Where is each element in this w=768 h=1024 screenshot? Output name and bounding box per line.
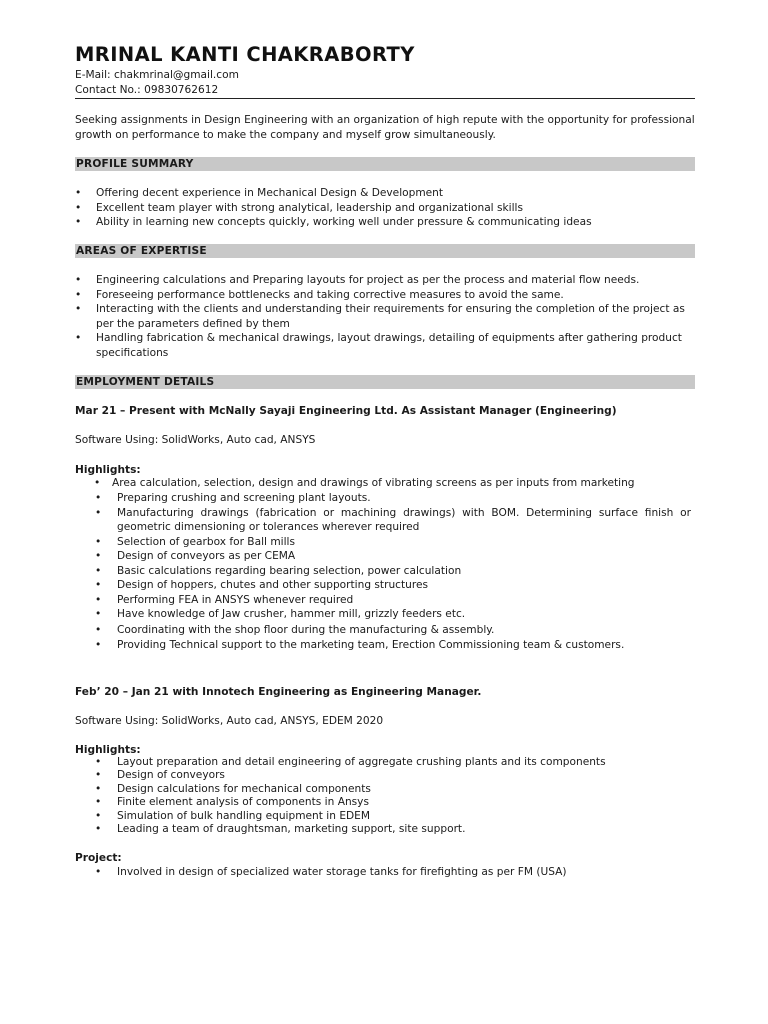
contact-block [75,68,239,97]
objective-text: Seeking assignments in Design Engineering with an organization of high repute with the opportunity for professional growth on performance to make the company and myself grow simultaneously. [75,114,695,141]
profile-summary-heading [75,157,695,171]
phone-line: Contact No.: 09830762612 [75,83,219,96]
profile-summary-heading-text: PROFILE SUMMARY [76,158,194,170]
areas-of-expertise-heading-text: AREAS OF EXPERTISE [76,245,207,257]
list-item: • Design calculations for mechanical components [75,783,691,796]
employment-details-heading [75,375,695,389]
highlights-list-innotech [75,756,691,836]
highlights-label-mcnally: Highlights: [75,464,141,476]
list-item: • Manufacturing drawings (fabrication or machining drawings) with BOM. Determining surface finish or geometric dimensioning or tolerances wherever required [75,506,691,535]
email-line: E-Mail: chakmrinal@gmail.com [75,69,239,81]
list-item: • Providing Technical support to the marketing team, Erection Commissioning team & customers. [75,638,691,653]
list-item: • Performing FEA in ANSYS whenever required [75,593,691,608]
project-list-innotech [75,865,691,880]
highlights-label-innotech: Highlights: [75,744,141,756]
list-item: • Layout preparation and detail engineering of aggregate crushing plants and its components [75,756,691,769]
list-item: • Excellent team player with strong analytical, leadership and organizational skills [75,201,695,216]
list-item: • Leading a team of draughtsman, marketing support, site support. [75,823,691,836]
candidate-name: MRINAL KANTI CHAKRABORTY [75,43,415,66]
highlights-first-mcnally [75,476,695,491]
list-item: • Area calculation, selection, design and drawings of vibrating screens as per inputs from marketing [75,476,695,491]
list-item: • Interacting with the clients and understanding their requirements for ensuring the completion of the project as per the parameters defined by them [75,302,695,331]
list-item: • Ability in learning new concepts quickly, working well under pressure & communicating ideas [75,215,695,230]
list-item: • Simulation of bulk handling equipment in EDEM [75,810,691,823]
profile-summary-list [75,186,695,230]
areas-of-expertise-list [75,273,695,360]
list-item: • Finite element analysis of components in Ansys [75,796,691,809]
project-label-innotech: Project: [75,852,122,864]
list-item: • Design of hoppers, chutes and other supporting structures [75,578,691,593]
job-title-mcnally: Mar 21 – Present with McNally Sayaji Engineering Ltd. As Assistant Manager (Engineering) [75,405,617,417]
list-item: • Have knowledge of Jaw crusher, hammer mill, grizzly feeders etc. [75,607,691,622]
list-item: • Preparing crushing and screening plant layouts. [75,491,691,506]
list-item: • Offering decent experience in Mechanical Design & Development [75,186,695,201]
list-item: • Coordinating with the shop floor during the manufacturing & assembly. [75,623,691,638]
list-item: • Design of conveyors as per CEMA [75,549,691,564]
areas-of-expertise-heading [75,244,695,258]
job-title-innotech: Feb’ 20 – Jan 21 with Innotech Engineering as Engineering Manager. [75,686,482,698]
list-item: • Basic calculations regarding bearing selection, power calculation [75,564,691,579]
job-software-innotech: Software Using: SolidWorks, Auto cad, ANSYS, EDEM 2020 [75,715,384,727]
list-item: • Selection of gearbox for Ball mills [75,535,691,550]
list-item: • Design of conveyors [75,769,691,782]
list-item: • Handling fabrication & mechanical drawings, layout drawings, detailing of equipments after gathering product specifications [75,331,695,360]
list-item: • Involved in design of specialized water storage tanks for firefighting as per FM (USA) [75,865,691,880]
highlights-list-mcnally [75,491,691,653]
employment-details-heading-text: EMPLOYMENT DETAILS [76,376,215,388]
list-item: • Engineering calculations and Preparing layouts for project as per the process and material flow needs. [75,273,695,288]
header-divider [75,98,695,99]
job-software-mcnally: Software Using: SolidWorks, Auto cad, ANSYS [75,434,316,446]
list-item: • Foreseeing performance bottlenecks and taking corrective measures to avoid the same. [75,288,695,303]
